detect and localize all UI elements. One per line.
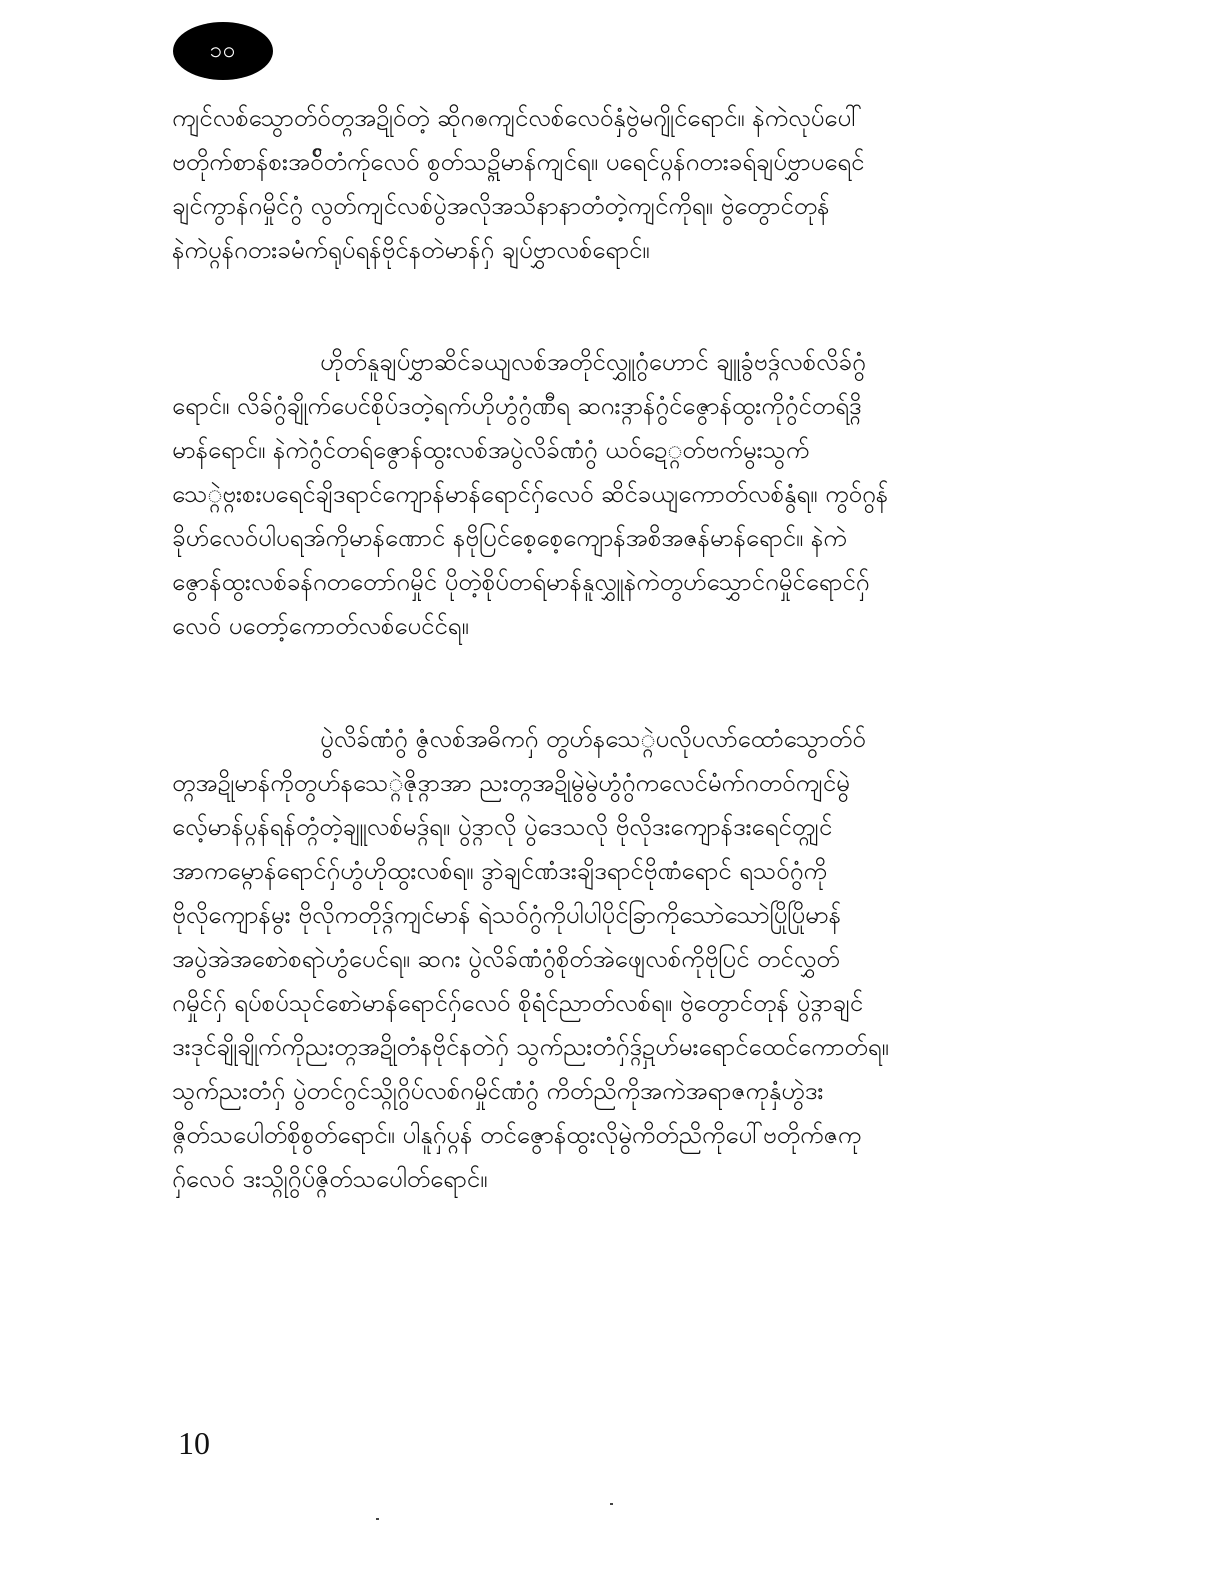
paragraph-line: ပွဲလိခ်ဏံဂွံ ဇွံလစ်အဓိကဂှ် တွဟ်နသေ္ဂဲပလိုပလာ်ထောံသွောတ်ဝ် [320,725,866,753]
paragraph-3 [172,717,1054,1201]
paragraph-line: ဗိုလိုကျောန်မွး ဗိုလိုကတိုဒ္ဂ်ကျင်မာန် ရဲသဝ်ဂွံကိုပါပါပိုင်ခြာကိုသောဲသောဲပြိုပြိုမာန် [172,901,842,929]
paragraph-line: ဗတိုက်စာန်စးအဝ်ိတံက်ုလေဝ် စွတ်သဍ္ဂိမာန်ကျင်ရ။ ပရေင်ပ္ဂန်ဂတးခရ်ချပ်ဗွှာပရေင် [172,148,865,176]
paragraph-1 [172,96,1054,272]
paragraph-line: ဂှ်လေဝ် ဒးသ္ဂိုဂွိပ်ဇ္ဂိတ်သပေါတ်ရောင်။ [172,1165,488,1193]
paragraph-line: နဲကဲပ္ဂန်ဂတးခမံက်ရုပ်ရန်ဗိုင်နတဲမာန်ဂှ် ချပ်ဗွှာလစ်ရောင်။ [172,236,650,264]
paragraph-line: အာကမ္ဂောန်ရောင်ဂှ်ဟွံဟိုထွးလစ်ရ။ ဒွာဲချင်ဏံဒးချိဒရာင်ဗိုဏံရောင် ရသဝ်ဂွံကို [172,857,827,885]
paragraph-line: ဇွောန်ထွးလစ်ခန်ဂတတော်ဂမှိုင် ပိုတဲ့စိုပ်တရ်မာန်နူလွှူနဲကဲတွဟ်သွှောင်ဂမှိုင်ရောင်ဂှ် [172,568,870,596]
page-number-badge [173,22,273,80]
paragraph-line: ဇ္ဂိတ်သပေါတ်စိုစွတ်ရောင်။ ပါနူဂှ်ပ္ဂန် တင်ဇွောန်ထွးလိုမွဲကိတ်ညိကိုပေါ်ဗတိုက်ဇကု [172,1121,862,1149]
scan-speck [376,1518,379,1520]
paragraph-line: လေ့်မာန်ပ္ဂန်ရန်တ္ဂံတဲ့ချူလစ်မဒ္ဂ်ရ။ ပွဲဒ္ဂာလို ပွဲဒေသလို ဗိုလိုဒးကျောန်ဒးရေင်တ္ဂျင် [172,813,833,841]
paragraph-line: သေ္ဂဲဗ္ဂးစးပရေင်ချိဒရာင်ကျောန်မာန်ရောင်ဂှ်လေဝ် ဆိင်ခယျကောတ်လစ်နွံရ။ ကွဝ်ဂွန် [172,480,889,508]
paragraph-line: ဂမှိုင်ဂှ် ရပ်စပ်သုင်စောဲမာန်ရောင်ဂှ်လေဝ် စိုရံင်ညာတ်လစ်ရ။ ဗွဲတွောင်တုန် ပွဲဒ္ဂာချင် [172,989,864,1017]
paragraph-line: ဒးဒုင်ချိုချိုက်ကိုညးတ္ဂအဍိုတံနဗိုင်နတဲဂှ် သွက်ညးတံဂှ်ဒ္ဂ်ဍှဟ်မးရောင်ထေင်ကောတ်ရ။ [172,1033,889,1061]
paragraph-line: ကျင်လစ်သွောတ်ဝ်တ္ဂအဍိုဝ်တဲ့ ဆိုဂၜကျင်လစ်လေဝ်နှံဗွဲမဂျိုင်ရောင်။ နဲကဲလုပ်ပေါ် [172,104,862,132]
paragraph-line: ဟိုတ်နူချပ်ဗွှာဆိင်ခယျလစ်အတိုင်လွှူဂွံဟောင် ချူခွံဗဒ္ဂ်လစ်လိခ်ဂွံ [320,348,866,376]
page-number: 10 [178,1425,210,1461]
page-badge-label: ၁၀ [209,37,237,63]
paragraph-line: ခိုဟ်လေဝ်ပါပရအ်ကိုမာန်ဏောင် နဗိုပြင်စေ့စေ့ကျောန်အစိအဇန်မာန်ရောင်။ နဲကဲ [172,524,847,552]
paragraph-2 [172,340,1054,648]
scan-speck [610,1503,613,1505]
paragraph-line: တ္ဂအဍိုမာန်ကိုတွဟ်နသေ္ဂဲဇိုဒ္ဂာအာ ညးတ္ဂအဍိုမွဲမွဲဟွံဂွံကလေင်မံက်ဂတဝ်ကျင်မွဲ [172,769,850,797]
paragraph-line: သွက်ညးတံဂှ် ပွဲတင်ဂွင်သ္ဂိုဂွိပ်လစ်ဂမှိုင်ဏံဂွံ ကိတ်ညိကိုအကဲအရာဇကုနှံဟွဲဒး [172,1077,824,1105]
paragraph-line: အပွဲအဲအစောဲစရာဲဟွံပေင်ရ။ ဆဂး ပွဲလိခ်ဏံဂွံစိုတ်အဲဖျေလစ်ကိုဗိုပြင် တင်လွှတ် [172,945,840,973]
paragraph-line: ရောင်။ လိခ်ဂွံချိုက်ပေင်စိုပ်ဒတဲ့ရက်ဟိုဟွံဂွံဏီရ ဆဂးဒ္ဂာန်ဂွံင်ဇွောန်ထွးကိုဂွံင်တရ်ဒ္ဂိ [172,392,862,420]
paragraph-line: ချင်ကွာန်ဂမှိုင်ဂွံ လွတ်ကျင်လစ်ပွဲအလိုအသိနာနာတံတဲ့ကျင်ကိုရ။ ဗွဲတွောင်တုန် [172,192,830,220]
paragraph-line: မာန်ရောင်။ နဲကဲဂွံင်တရ်ဇွောန်ထွးလစ်အပွဲလိခ်ဏံဂွံ ယဝ်ဍေ္ဂတ်ဗက်မွးသွက် [172,436,810,464]
paragraph-line: လေဝ် ပတော့်ကောတ်လစ်ပေင်င်ရ။ [172,612,469,640]
